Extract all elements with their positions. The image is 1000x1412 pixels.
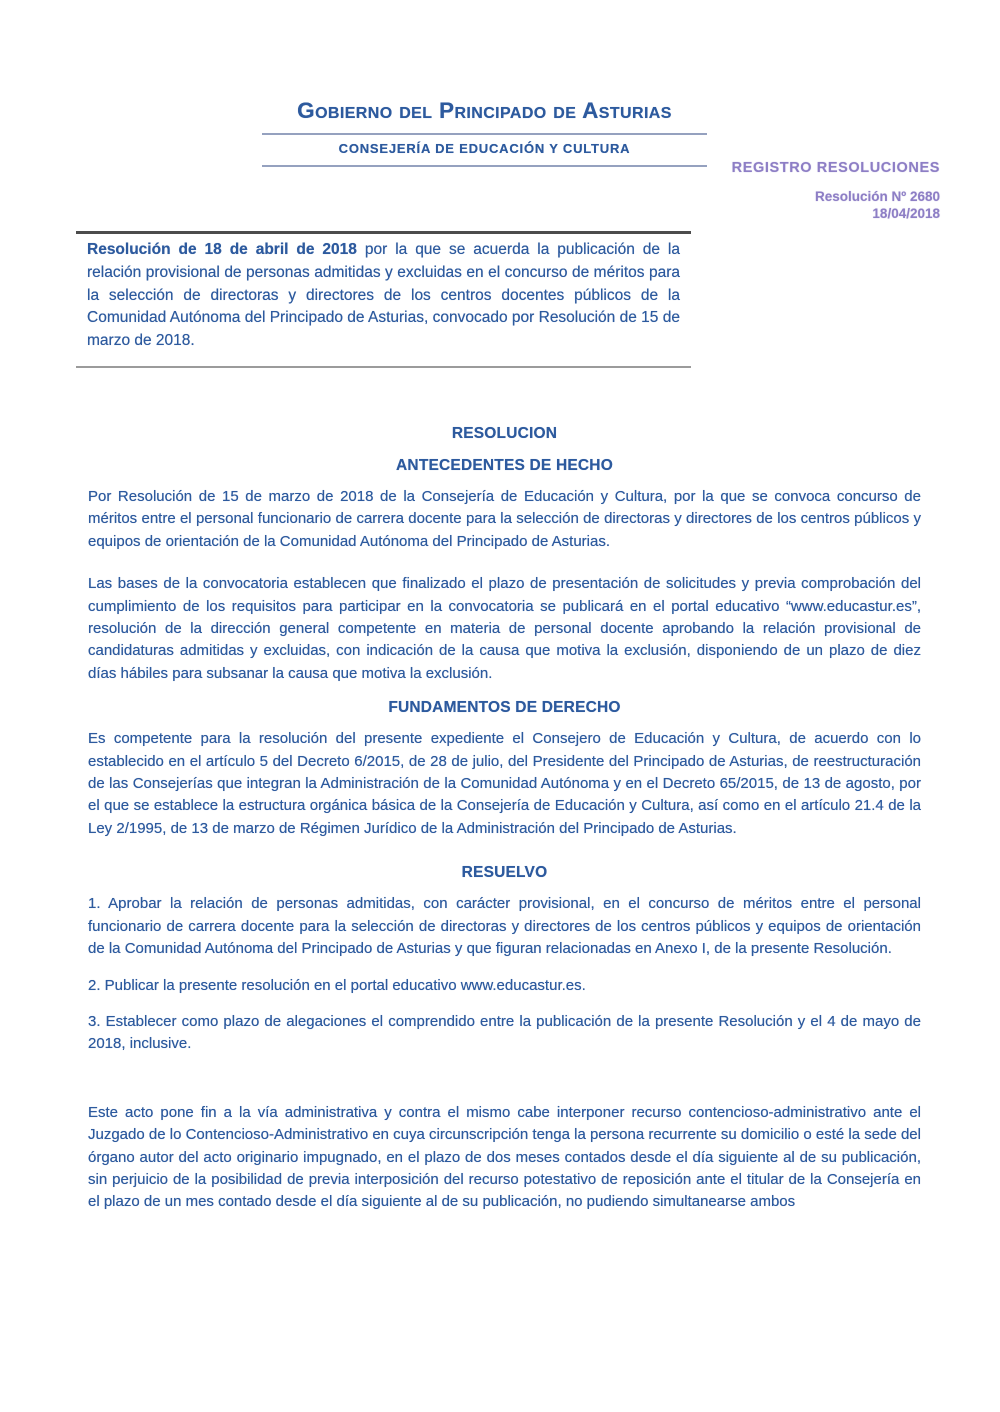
resolution-title-box: [76, 231, 691, 368]
heading-fundamentos: FUNDAMENTOS DE DERECHO: [388, 699, 621, 717]
letterhead: [262, 98, 707, 167]
antecedentes-paragraph-1: Por Resolución de 15 de marzo de 2018 de la Consejería de Educación y Cultura, por la que se convoca concurso de méritos entre el personal funcionario de carrera docente para la selección de directoras y directores de los centros públicos y equipos de orientación de la Comunidad Autónoma del Principado de Asturias.: [88, 488, 921, 550]
heading-antecedentes: ANTECEDENTES DE HECHO: [396, 457, 613, 474]
letterhead-divider-top: [262, 133, 707, 135]
heading-resuelvo: RESUELVO: [461, 864, 548, 882]
letterhead-divider-bottom: [262, 165, 707, 167]
antecedentes-paragraph-2: Las bases de la convocatoria establecen que finalizado el plazo de presentación de solicitudes y previa comprobación del cumplimiento de los requisitos para participar en la convocatoria se publicará en el portal educativo “www.educastur.es”, resolución de la dirección general competente en materia de personal docente aprobando la relación provisional de candidaturas admitidas y excluidas, con indicación de la causa que motiva la exclusión, disponiendo de un plazo de diez días hábiles para subsanar la causa que motiva la exclusión.: [88, 575, 921, 682]
resuelvo-item-1: 1. Aprobar la relación de personas admitidas, con carácter provisional, en el concurso de méritos entre el personal funcionario de carrera docente para la selección de directoras y directores de los centros públicos y equipos de orientación de la Comunidad Autónoma del Principado de Asturias y que figuran relacionadas en Anexo I, de la presente Resolución.: [88, 895, 921, 958]
stamp-date: 18/04/2018: [872, 206, 940, 221]
resolution-title-bold: Resolución de 18 de abril de 2018: [87, 241, 357, 258]
letterhead-dept-title: CONSEJERÍA DE EDUCACIÓN Y CULTURA: [338, 141, 631, 156]
resolution-title-rest: por la que se acuerda la publicación de la relación provisional de personas admitidas y excluidas en el concurso de méritos para la selección de directoras y directores de los centros docentes públicos de la Comunidad Autónoma del Principado de Asturias, convocado por Resolución de 15 de marzo de 2018.: [87, 241, 680, 350]
document-body: [88, 425, 921, 1214]
appeal-notice-paragraph: Este acto pone fin a la vía administrativa y contra el mismo cabe interponer recurso contencioso-administrativo ante el Juzgado de lo Contencioso-Administrativo en cuya circunscripción tenga la persona recurrente su domicilio o esté la sede del órgano autor del acto originario impugnado, en el plazo de dos meses contados desde el día siguiente al de su publicación, sin perjuicio de la posibilidad de previa interposición del recurso potestativo de reposición ante el titular de la Consejería en el plazo de un mes contado desde el día siguiente al de su publicación, no pudiendo simultanearse ambos: [88, 1103, 921, 1211]
heading-resolucion: RESOLUCION: [451, 425, 558, 442]
fundamentos-paragraph: Es competente para la resolución del presente expediente el Consejero de Educación y Cultura, de acuerdo con lo establecido en el artículo 5 del Decreto 6/2015, de 28 de julio, del Presidente del Principado de Asturias, de reestructuración de las Consejerías que integran la Administración de la Comunidad Autónoma y en el Decreto 65/2015, de 13 de agosto, por el que se establece la estructura orgánica básica de la Consejería de Educación y Cultura, así como en el artículo 21.4 de la Ley 2/1995, de 13 de marzo de Régimen Jurídico de la Administración del Principado de Asturias.: [88, 730, 921, 837]
stamp-registry-label: REGISTRO RESOLUCIONES: [731, 160, 940, 176]
resuelvo-item-2: 2. Publicar la presente resolución en el portal educativo www.educastur.es.: [88, 976, 586, 994]
letterhead-org-title: Gobierno del Principado de Asturias: [297, 98, 672, 123]
registry-stamp: [732, 160, 940, 221]
stamp-resolution-number: Resolución Nº 2680: [815, 189, 940, 204]
resuelvo-item-3: 3. Establecer como plazo de alegaciones el comprendido entre la publicación de la presente Resolución y el 4 de mayo de 2018, inclusive.: [88, 1012, 921, 1053]
